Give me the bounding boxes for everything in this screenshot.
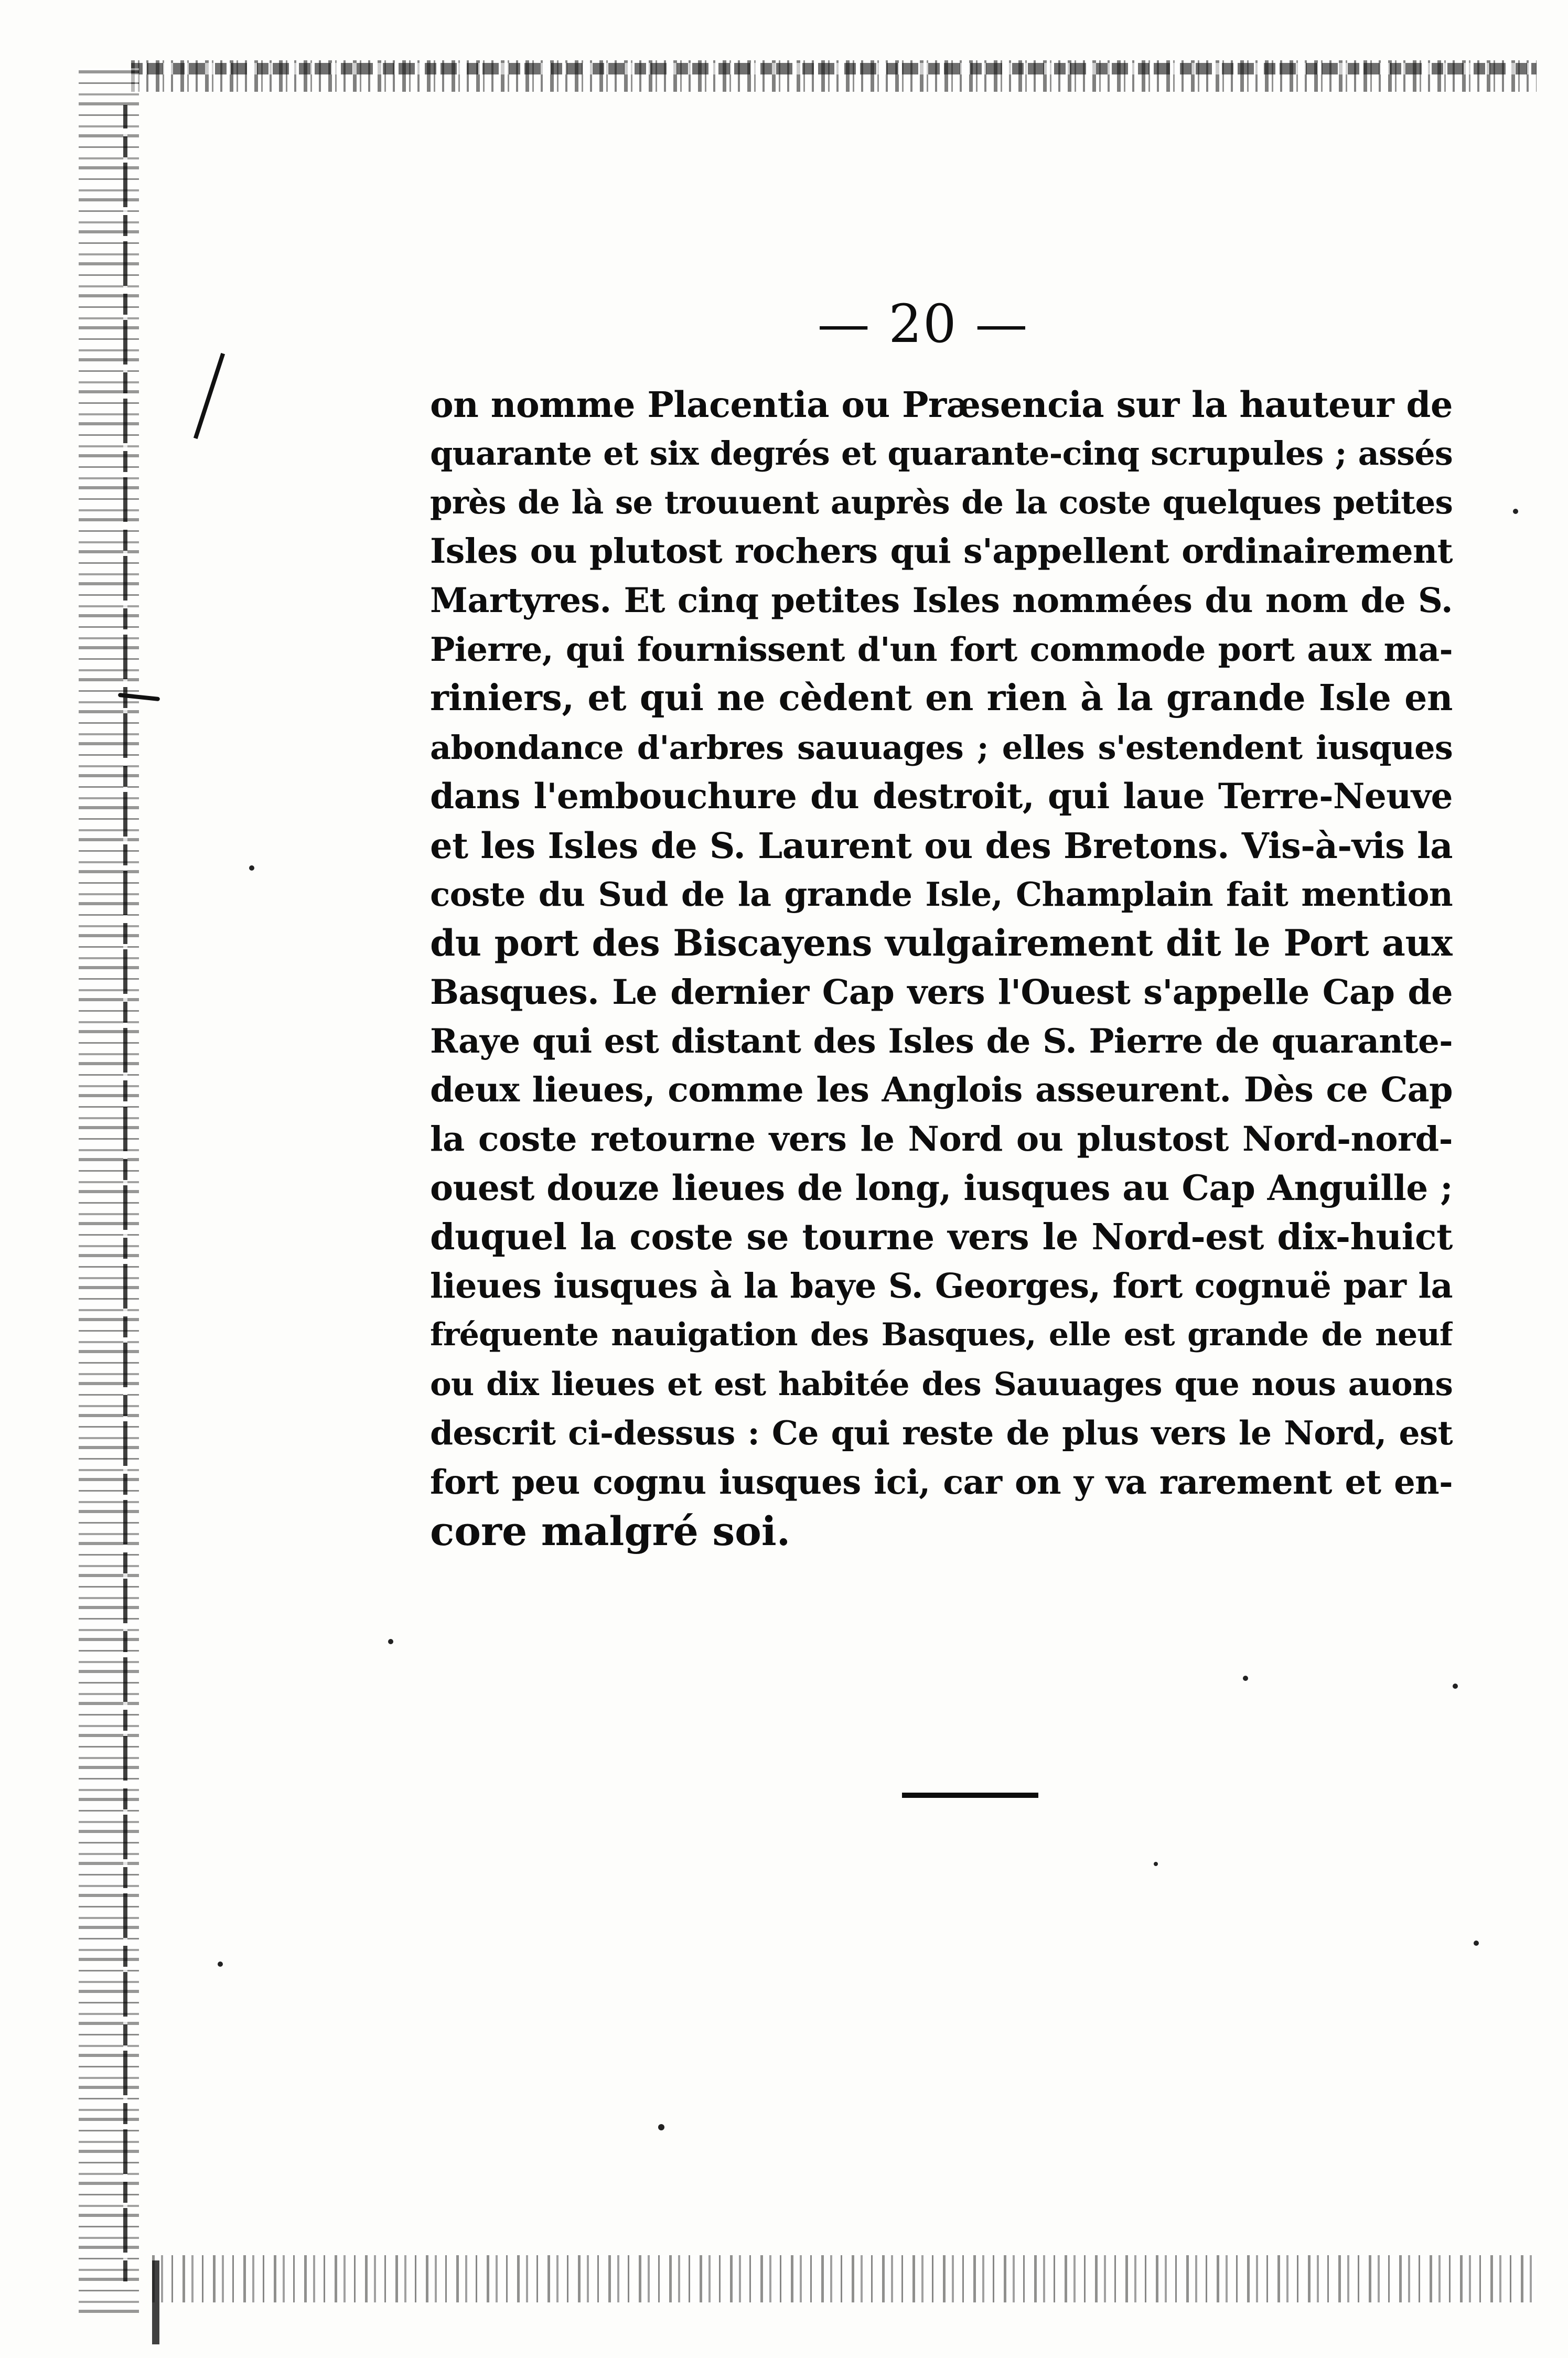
text-line: fort peu cognu iusques ici, car on y va rarement et en- [430,1462,1453,1502]
text-line: Basques. Le dernier Cap vers l'Ouest s'appelle Cap de [430,972,1453,1012]
text-line: du port des Biscayens vulgairement dit le Port aux [430,922,1453,965]
section-end-rule [902,1793,1038,1798]
text-line: ouest douze lieues de long, iusques au Cap Anguille ; [430,1167,1453,1209]
scan-speck [1154,1862,1158,1866]
scan-speck [1474,1941,1479,1946]
scan-speck [1453,1684,1458,1689]
text-line: Martyres. Et cinq petites Isles nommées du nom de S. [430,580,1453,620]
scan-speck [218,1962,223,1967]
scan-corner-mark [152,2260,159,2344]
scan-speck [1243,1676,1248,1681]
text-line: fréquente nauigation des Basques, elle est grande de neuf [430,1316,1453,1354]
text-line: coste du Sud de la grande Isle, Champlain fait mention [430,874,1453,914]
text-line: dans l'embouchure du destroit, qui laue Terre-Neuve [430,776,1453,817]
scan-speck [249,865,254,871]
scan-speck [388,1639,393,1644]
scan-border-bottom [152,2255,1537,2302]
margin-slash-mark [194,353,225,439]
scan-speck [1513,509,1518,514]
scan-speck [658,2124,664,2130]
text-line: on nomme Placentia ou Præsencia sur la hauteur de [430,384,1453,425]
scan-border-top-dark [131,63,1537,74]
text-line: lieues iusques à la baye S. Georges, fort cognuë par la [430,1266,1453,1306]
scan-border-left [79,68,139,2313]
text-line: Raye qui est distant des Isles de S. Pierre de quarante- [430,1022,1453,1062]
text-line: deux lieues, comme les Anglois asseurent. Dès ce Cap [430,1070,1453,1110]
text-line: et les Isles de S. Laurent ou des Bretons. Vis-à-vis la [430,824,1453,866]
text-line: la coste retourne vers le Nord ou plustost Nord-nord- [430,1119,1453,1159]
text-line: quarante et six degrés et quarante-cinq scrupules ; assés [430,434,1453,473]
text-line: Pierre, qui fournissent d'un fort commode port aux ma- [430,629,1453,669]
text-line: ou dix lieues et est habitée des Sauuages que nous auons [430,1365,1453,1403]
text-line: près de là se trouuent auprès de la coste quelques petites [430,484,1453,521]
text-line: riniers, et qui ne cèdent en rien à la grande Isle en [430,677,1453,720]
text-line: duquel la coste se tourne vers le Nord-est dix-huict [430,1216,1453,1258]
text-line: core malgré soi. [430,1507,791,1555]
page-number: — 20 — [817,293,1029,355]
text-line: abondance d'arbres sauuages ; elles s'estendent iusques [430,728,1453,767]
text-line: Isles ou plutost rochers qui s'appellent ordinairement [430,531,1453,572]
scan-binding-line [123,105,127,2281]
text-line: descrit ci-dessus : Ce qui reste de plus vers le Nord, est [430,1413,1453,1453]
body-paragraph [430,380,1453,1556]
